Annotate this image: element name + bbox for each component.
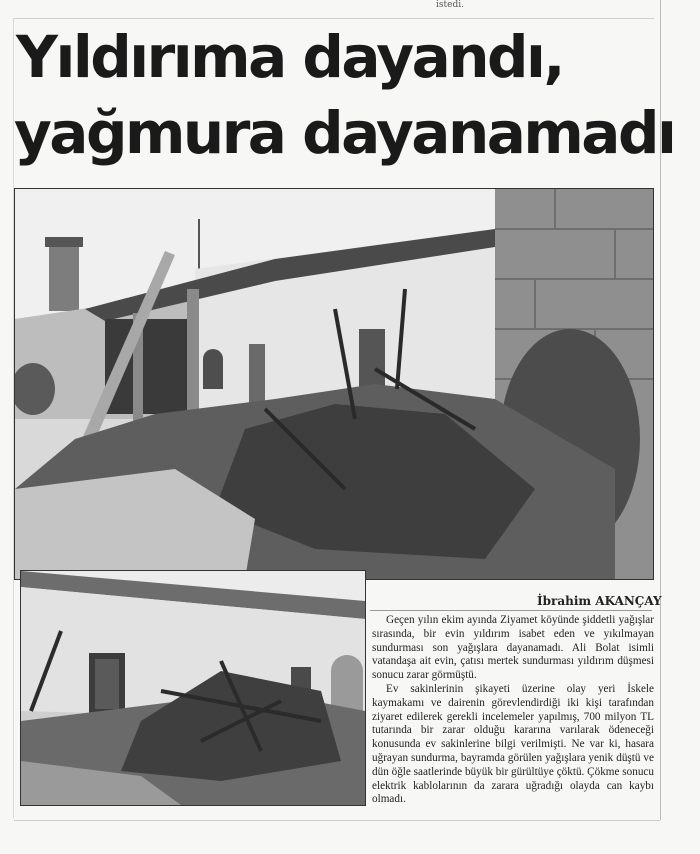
article-byline: İbrahim AKANÇAY [537,594,662,608]
headline-line-2: yağmura dayanamadı [14,99,675,167]
article-body [372,614,654,807]
previous-article-fragment: istedi. [436,0,464,10]
main-photo-collapsed-veranda [14,188,654,580]
previous-article-strip [14,0,654,19]
main-photo-illustration [15,189,653,579]
headline-line-1: Yıldırıma dayandı, [16,23,563,91]
byline-divider [370,610,652,611]
page-bottom-rule [14,820,660,821]
secondary-photo-illustration [21,571,365,805]
article-paragraph-2: Ev sakinlerinin şikayeti üzerine olay yeri İskele kaymakamı ve dairenin görevlendirdiği iki kişi tarafından ziyaret edilerek gerekli incelemeler yapılmış, 700 milyon TL tutarında bir zarar olduğu kararına varılarak ödeneceği konusunda ev sakinlerine bilgi verilmişti. Ne var ki, hasara uğrayan sundurma, bayramda görülen yağışlara yenik düştü ve dün öğle saatlerinde büyük bir gürültüye çöktü. Çökme sonucu elektrik kablolarının da zarara uğradığı olayda can kaybı olmadı. [372,682,654,806]
article-paragraph-1: Geçen yılın ekim ayında Ziyamet köyünde şiddetli yağışlar sırasında, bir evin yıldırım isabet eden ve yıkılmayan sundurması son yağışlara dayanamadı. Ali Bolat isimli vatandaşa ait evin, çatısı mertek sundurması yıldırım düşmesi sonucu zarar görmüştü. [372,614,654,682]
secondary-photo-collapsed-roof [20,570,366,806]
